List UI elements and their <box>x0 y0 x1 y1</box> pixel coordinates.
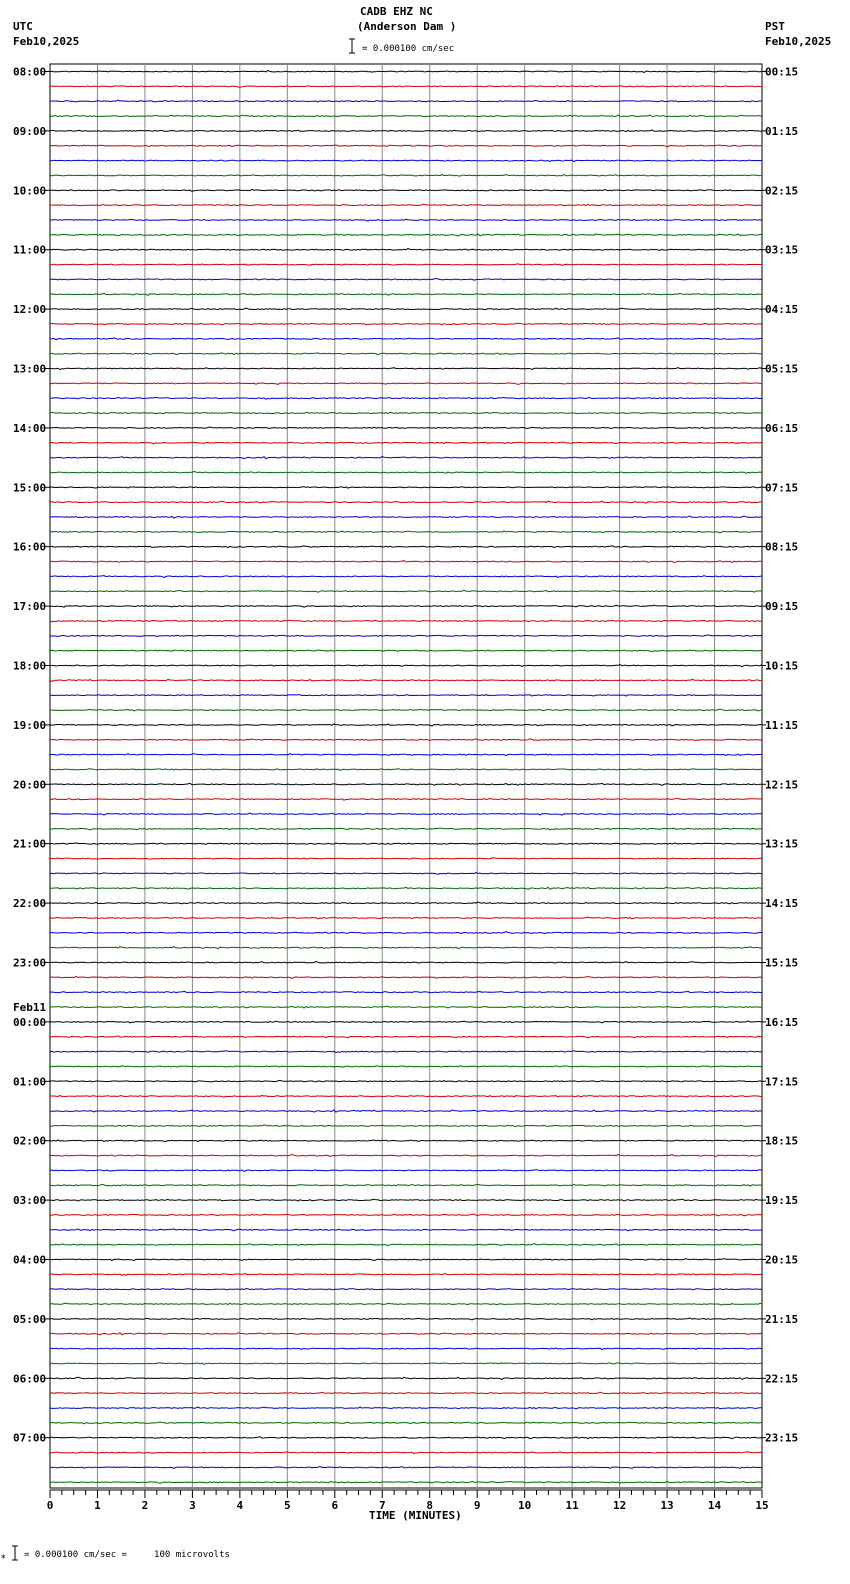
seismic-trace <box>50 1274 762 1276</box>
seismic-trace <box>50 1140 762 1142</box>
x-tick-label: 0 <box>46 1499 54 1512</box>
seismic-trace <box>50 1348 762 1350</box>
seismic-trace <box>50 1303 762 1305</box>
seismic-trace <box>50 1407 762 1409</box>
pst-hour-label: 08:15 <box>765 540 799 554</box>
seismic-trace <box>50 620 762 622</box>
pst-hour-label: 13:15 <box>765 837 799 851</box>
seismic-trace <box>50 383 762 385</box>
utc-hour-label: 12:00 <box>13 303 47 317</box>
pst-hour-label: 11:15 <box>765 718 799 732</box>
utc-hour-label: 20:00 <box>13 778 47 792</box>
seismic-trace <box>50 679 762 681</box>
x-axis-label: TIME (MINUTES) <box>369 1509 462 1522</box>
date-change-label: Feb11 <box>13 1000 47 1014</box>
pst-hour-label: 19:15 <box>765 1194 799 1208</box>
seismic-trace <box>50 249 762 251</box>
seismic-trace <box>50 368 762 370</box>
pst-hour-label: 20:15 <box>765 1253 799 1267</box>
footer-scale-bar-icon <box>11 1545 19 1561</box>
utc-hour-label: 07:00 <box>13 1431 47 1445</box>
seismic-trace <box>50 991 762 993</box>
pst-hour-label: 00:15 <box>765 65 799 79</box>
seismic-trace <box>50 546 762 548</box>
x-tick-label: 6 <box>331 1499 339 1512</box>
seismic-trace <box>50 1051 762 1053</box>
seismic-trace <box>50 516 762 518</box>
pst-hour-label: 09:15 <box>765 600 799 614</box>
seismic-trace <box>50 605 762 607</box>
pst-hour-label: 04:15 <box>765 303 799 317</box>
pst-hour-label: 01:15 <box>765 124 799 138</box>
seismic-trace <box>50 1199 762 1201</box>
trace-layer <box>50 71 762 1484</box>
x-tick-label: 13 <box>660 1499 674 1512</box>
x-tick-label: 5 <box>284 1499 291 1512</box>
x-tick-label: 7 <box>378 1499 386 1512</box>
pst-date: Feb10,2025 <box>765 35 832 48</box>
seismic-trace <box>50 932 762 934</box>
utc-date: Feb10,2025 <box>13 35 80 48</box>
pst-hour-label: 22:15 <box>765 1372 799 1386</box>
seismic-trace <box>50 1036 762 1038</box>
seismic-trace <box>50 234 762 236</box>
seismic-trace <box>50 501 762 503</box>
station-title: CADB EHZ NC <box>360 5 433 18</box>
seismic-trace <box>50 397 762 399</box>
x-tick-label: 15 <box>755 1499 769 1512</box>
x-tick-label: 3 <box>189 1499 196 1512</box>
footer-arrow-icon: ⁎ <box>1 1551 6 1561</box>
seismic-trace <box>50 695 762 697</box>
seismic-trace <box>50 1437 762 1439</box>
seismic-trace <box>50 724 762 726</box>
seismic-trace <box>50 1170 762 1172</box>
utc-hour-label: 14:00 <box>13 421 47 435</box>
utc-hour-label: 18:00 <box>13 659 47 673</box>
seismic-trace <box>50 471 762 473</box>
seismic-trace <box>50 130 762 132</box>
x-tick-label: 2 <box>141 1499 149 1512</box>
utc-hour-label: 04:00 <box>13 1253 47 1267</box>
seismic-trace <box>50 1229 762 1231</box>
utc-hour-label: 08:00 <box>13 65 47 79</box>
utc-hour-label: 03:00 <box>13 1194 47 1208</box>
seismic-trace <box>50 1333 762 1335</box>
seismic-trace <box>50 264 762 266</box>
seismic-trace <box>50 976 762 978</box>
utc-hour-label: 15:00 <box>13 481 47 495</box>
seismic-trace <box>50 412 762 413</box>
seismic-trace <box>50 219 762 221</box>
pst-hour-label: 23:15 <box>765 1431 799 1445</box>
utc-hour-label: 01:00 <box>13 1075 47 1089</box>
seismic-trace <box>50 145 762 147</box>
x-tick-label: 9 <box>473 1499 481 1512</box>
seismic-trace <box>50 86 762 88</box>
pst-hour-label: 14:15 <box>765 897 799 911</box>
pst-label: PST <box>765 20 785 33</box>
seismic-trace <box>50 769 762 771</box>
seismic-trace <box>50 902 762 904</box>
seismic-trace <box>50 323 762 325</box>
seismic-trace <box>50 1125 762 1127</box>
seismic-trace <box>50 487 762 489</box>
pst-hour-label: 05:15 <box>765 362 799 376</box>
utc-hour-label: 09:00 <box>13 124 47 138</box>
seismic-trace <box>50 160 762 162</box>
x-tick-label: 10 <box>518 1499 532 1512</box>
seismic-trace <box>50 1481 762 1483</box>
station-location: (Anderson Dam ) <box>357 20 457 33</box>
seismic-trace <box>50 887 762 889</box>
utc-hour-label: 13:00 <box>13 362 47 376</box>
utc-hour-label: 21:00 <box>13 837 47 851</box>
x-tick-label: 11 <box>565 1499 579 1512</box>
seismic-trace <box>50 1214 762 1216</box>
seismic-trace <box>50 1155 762 1157</box>
seismic-trace <box>50 1080 762 1081</box>
utc-hour-label: 02:00 <box>13 1134 47 1148</box>
seismic-trace <box>50 754 762 756</box>
seismic-trace <box>50 590 762 592</box>
pst-hour-label: 16:15 <box>765 1015 799 1029</box>
pst-hour-label: 15:15 <box>765 956 799 970</box>
seismic-trace <box>50 635 762 636</box>
scale-label: = 0.000100 cm/sec <box>362 44 455 54</box>
seismic-trace <box>50 798 762 800</box>
utc-hour-label: 17:00 <box>13 600 47 614</box>
seismic-trace <box>50 353 762 355</box>
seismic-trace <box>50 813 762 815</box>
utc-hour-label: 19:00 <box>13 718 47 732</box>
seismic-trace <box>50 709 762 711</box>
seismic-trace <box>50 457 762 459</box>
seismic-trace <box>50 1184 762 1186</box>
seismic-trace <box>50 1066 762 1067</box>
seismic-trace <box>50 1244 762 1246</box>
seismic-trace <box>50 100 762 102</box>
seismic-trace <box>50 1377 762 1379</box>
seismic-trace <box>50 1452 762 1454</box>
seismic-trace <box>50 1006 762 1008</box>
seismic-trace <box>50 947 762 949</box>
pst-hour-label: 18:15 <box>765 1134 799 1148</box>
seismic-trace <box>50 308 762 310</box>
pst-hour-label: 07:15 <box>765 481 799 495</box>
x-tick-label: 1 <box>94 1499 101 1512</box>
seismic-trace <box>50 873 762 875</box>
seismic-trace <box>50 917 762 919</box>
seismic-trace <box>50 293 762 295</box>
seismic-trace <box>50 858 762 859</box>
seismic-trace <box>50 338 762 340</box>
seismic-trace <box>50 1466 762 1468</box>
utc-hour-label: 16:00 <box>13 540 47 554</box>
x-tick-label: 14 <box>707 1499 722 1512</box>
seismic-trace <box>50 1021 762 1023</box>
seismic-trace <box>50 843 762 844</box>
seismic-trace <box>50 1363 762 1365</box>
seismic-trace <box>50 828 762 830</box>
pst-hour-label: 21:15 <box>765 1312 799 1326</box>
seismic-trace <box>50 1095 762 1097</box>
utc-hour-label: 06:00 <box>13 1372 47 1386</box>
utc-hour-label: 11:00 <box>13 243 47 257</box>
pst-hour-label: 10:15 <box>765 659 799 673</box>
seismic-trace <box>50 189 762 191</box>
seismic-trace <box>50 175 762 177</box>
footer-scale-note: = 0.000100 cm/sec = 100 microvolts <box>24 1550 230 1560</box>
seismic-trace <box>50 427 762 428</box>
utc-label: UTC <box>13 20 33 33</box>
seismic-trace <box>50 1318 762 1320</box>
seismic-trace <box>50 115 762 117</box>
seismic-trace <box>50 1422 762 1424</box>
seismic-trace <box>50 1289 762 1290</box>
seismic-trace <box>50 278 762 280</box>
seismic-trace <box>50 1259 762 1261</box>
seismic-trace <box>50 442 762 444</box>
seismic-trace <box>50 576 762 578</box>
seismic-trace <box>50 71 762 73</box>
seismic-trace <box>50 783 762 785</box>
seismic-trace <box>50 739 762 740</box>
seismic-trace <box>50 665 762 667</box>
utc-hour-label: 22:00 <box>13 897 47 911</box>
seismic-trace <box>50 650 762 652</box>
seismic-trace <box>50 1110 762 1112</box>
x-tick-label: 4 <box>236 1499 244 1512</box>
seismic-trace <box>50 204 762 205</box>
pst-hour-label: 06:15 <box>765 421 799 435</box>
utc-hour-label: 05:00 <box>13 1312 47 1326</box>
utc-hour-label: 23:00 <box>13 956 47 970</box>
seismic-trace <box>50 962 762 964</box>
x-tick-label: 8 <box>426 1499 434 1512</box>
seismic-trace <box>50 531 762 533</box>
x-tick-label: 12 <box>612 1499 627 1512</box>
utc-hour-label: 10:00 <box>13 184 47 198</box>
utc-hour-label: 00:00 <box>13 1015 47 1029</box>
seismic-trace <box>50 561 762 563</box>
pst-hour-label: 17:15 <box>765 1075 799 1089</box>
pst-hour-label: 02:15 <box>765 184 799 198</box>
pst-hour-label: 03:15 <box>765 243 799 257</box>
pst-hour-label: 12:15 <box>765 778 799 792</box>
seismic-trace <box>50 1392 762 1393</box>
